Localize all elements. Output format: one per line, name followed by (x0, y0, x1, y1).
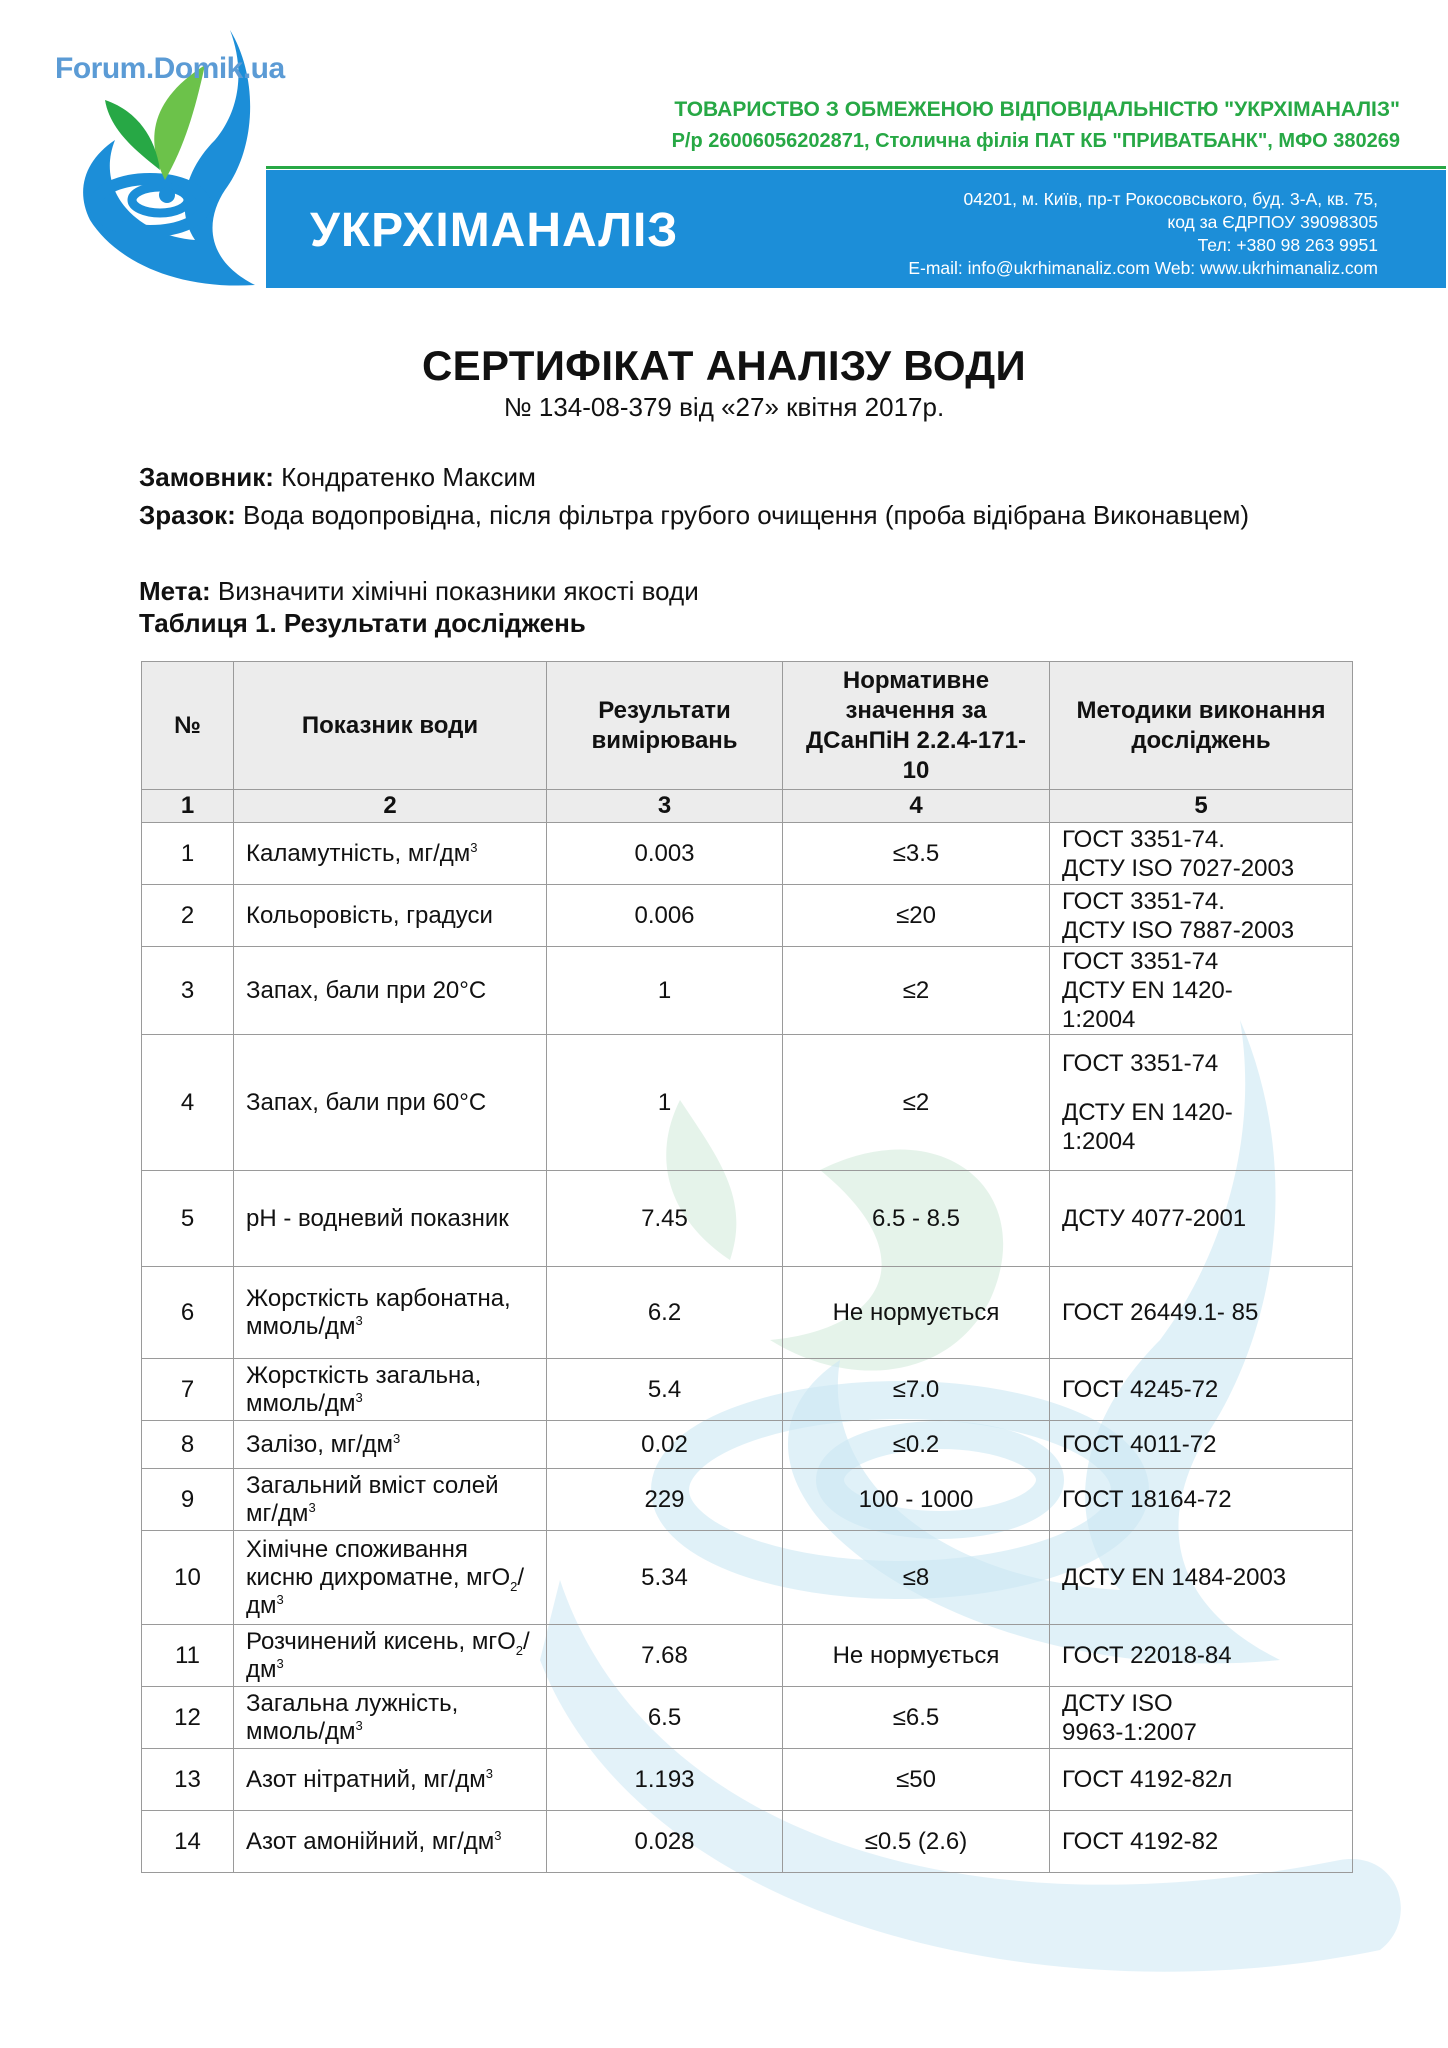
row-number (142, 1749, 234, 1811)
row-number-text: 11 (175, 1641, 200, 1669)
contact-phone: Тел: +380 98 263 9951 (1197, 235, 1378, 255)
sample-label: Зразок: (139, 500, 236, 530)
row-number (142, 1359, 234, 1421)
norm-value-text: ≤6.5 (892, 1703, 940, 1731)
row-number (142, 1035, 234, 1171)
norm-value (783, 885, 1050, 947)
sample-line (139, 496, 1299, 534)
row-number-text: 4 (180, 1088, 195, 1116)
measured-result (547, 885, 783, 947)
measured-result-text: 7.68 (641, 1641, 688, 1669)
indicator-name-suffix: /дм (246, 1563, 525, 1619)
row-number (142, 1811, 234, 1873)
row-number (142, 1531, 234, 1625)
norm-value-text: ≤0.5 (2.6) (864, 1827, 968, 1855)
table-row (142, 1531, 1353, 1625)
norm-value (783, 1531, 1050, 1625)
column-number: 4 (783, 790, 1050, 823)
indicator-name-text: Азот амонійний, мг/дм (246, 1827, 495, 1855)
norm-value-text: Не нормується (832, 1298, 1000, 1326)
indicator-name (234, 1421, 547, 1469)
measured-result-text: 1 (657, 1088, 672, 1116)
method-reference (1050, 1359, 1353, 1421)
norm-value (783, 1749, 1050, 1811)
row-number-text: 10 (174, 1563, 201, 1591)
method-line: ГОСТ 26449.1- 85 (1062, 1299, 1259, 1326)
indicator-name-text: Залізо, мг/дм (246, 1430, 394, 1458)
indicator-name-text: Загальний вміст солей мг/дм (246, 1471, 499, 1527)
row-number (142, 1421, 234, 1469)
table-row (142, 947, 1353, 1035)
measured-result (547, 1267, 783, 1359)
sample-value: Вода водопровідна, після фільтра грубого очищення (проба відібрана Виконавцем) (235, 500, 1250, 530)
indicator-name-text: Жорсткість загальна, ммоль/дм (246, 1361, 482, 1417)
measured-result (547, 1421, 783, 1469)
indicator-name (234, 1359, 547, 1421)
method-reference (1050, 1531, 1353, 1625)
superscript: 3 (276, 1591, 284, 1607)
document-title: СЕРТИФІКАТ АНАЛІЗУ ВОДИ (422, 342, 1026, 389)
header-indicator: Показник води (234, 662, 547, 790)
table-row (142, 1171, 1353, 1267)
header-norm: Нормативне значення за ДСанПіН 2.2.4-171-10 (783, 662, 1050, 790)
row-number-text: 14 (174, 1827, 201, 1855)
measured-result-text: 1.193 (634, 1765, 695, 1793)
method-line: ДСТУ EN 1484-2003 (1062, 1564, 1287, 1591)
method-line: ГОСТ 3351-74 (1062, 948, 1219, 975)
measured-result (547, 1035, 783, 1171)
measured-result-text: 1 (657, 976, 672, 1004)
contact-block (908, 188, 1378, 280)
row-number (142, 1625, 234, 1687)
superscript: 3 (494, 1827, 502, 1843)
row-number (142, 885, 234, 947)
measured-result (547, 947, 783, 1035)
row-number-text: 2 (180, 901, 195, 929)
row-number (142, 1687, 234, 1749)
customer-line (139, 458, 1299, 496)
method-reference (1050, 1811, 1353, 1873)
row-number (142, 1469, 234, 1531)
norm-value (783, 1035, 1050, 1171)
norm-value (783, 823, 1050, 885)
measured-result (547, 1171, 783, 1267)
table-row (142, 1469, 1353, 1531)
method-line: ГОСТ 18164-72 (1062, 1486, 1232, 1513)
method-line: 9963-1:2007 (1062, 1718, 1197, 1746)
method-reference (1050, 823, 1353, 885)
method-reference (1050, 1749, 1353, 1811)
measured-result (547, 1469, 783, 1531)
method-line: ГОСТ 3351-74 (1062, 1050, 1219, 1077)
norm-value-text: ≤8 (902, 1563, 930, 1591)
measured-result-text: 0.006 (634, 901, 695, 929)
measured-result-text: 7.45 (641, 1204, 688, 1232)
indicator-name (234, 1267, 547, 1359)
subscript: 2 (510, 1578, 518, 1594)
norm-value (783, 947, 1050, 1035)
indicator-name (234, 1749, 547, 1811)
norm-value-text: ≤7.0 (892, 1375, 940, 1403)
watermark-text: Forum.Domik.ua (55, 52, 285, 85)
indicator-name-suffix: /дм (246, 1627, 530, 1683)
indicator-name (234, 1035, 547, 1171)
indicator-name-text: Загальна лужність, ммоль/дм (246, 1689, 459, 1745)
measured-result-text: 229 (644, 1485, 685, 1513)
method-reference (1050, 947, 1353, 1035)
measured-result-text: 5.4 (647, 1375, 682, 1403)
norm-value-text: ≤50 (896, 1765, 936, 1793)
measured-result (547, 1811, 783, 1873)
norm-value-text: Не нормується (832, 1641, 1000, 1669)
contact-address: 04201, м. Київ, пр-т Рокосовського, буд. 3-А, кв. 75, (963, 189, 1378, 209)
measured-result-text: 0.02 (641, 1430, 688, 1458)
method-line: ГОСТ 3351-74. (1062, 825, 1225, 853)
customer-label: Замовник: (139, 462, 274, 492)
indicator-name (234, 885, 547, 947)
indicator-name-text: Запах, бали при 60°С (246, 1088, 487, 1116)
method-line: ДСТУ EN 1420- (1062, 977, 1233, 1004)
indicator-name (234, 1531, 547, 1625)
method-reference (1050, 1267, 1353, 1359)
indicator-name (234, 947, 547, 1035)
indicator-name-text: Запах, бали при 20°С (246, 976, 487, 1004)
method-line: ГОСТ 3351-74. (1062, 887, 1225, 915)
row-number (142, 947, 234, 1035)
row-number-text: 6 (180, 1298, 195, 1326)
method-line: ДСТУ ISO (1062, 1689, 1173, 1717)
superscript: 3 (393, 1430, 401, 1446)
column-number: 3 (547, 790, 783, 823)
method-line: ГОСТ 4011-72 (1062, 1431, 1217, 1458)
method-reference (1050, 1035, 1353, 1171)
row-number-text: 7 (180, 1375, 195, 1403)
table-row (142, 1687, 1353, 1749)
contact-registry-code: код за ЄДРПОУ 39098305 (1167, 212, 1378, 232)
row-number (142, 1171, 234, 1267)
method-reference (1050, 885, 1353, 947)
goal-label: Мета: (139, 576, 211, 606)
indicator-name-text: Каламутність, мг/дм (246, 839, 471, 867)
column-number-row (142, 790, 1353, 823)
header-number: № (142, 662, 234, 790)
method-line: ДСТУ 4077-2001 (1062, 1205, 1247, 1232)
indicator-name-text: Хімічне споживання кисню дихроматне, мгО (246, 1535, 511, 1591)
method-reference (1050, 1421, 1353, 1469)
norm-value (783, 1687, 1050, 1749)
measured-result (547, 1749, 783, 1811)
table-row (142, 1811, 1353, 1873)
norm-value (783, 1469, 1050, 1531)
measured-result (547, 1531, 783, 1625)
header-method: Методики виконання досліджень (1050, 662, 1353, 790)
method-reference (1050, 1171, 1353, 1267)
row-number-text: 13 (174, 1765, 201, 1793)
table-row (142, 1421, 1353, 1469)
superscript: 3 (276, 1655, 284, 1671)
column-number: 2 (234, 790, 547, 823)
method-line: ДСТУ ISO 7027-2003 (1062, 854, 1295, 882)
superscript: 3 (308, 1499, 316, 1515)
table-row (142, 885, 1353, 947)
subscript: 2 (515, 1642, 523, 1658)
table-row (142, 1625, 1353, 1687)
method-line: ДСТУ ISO 7887-2003 (1062, 916, 1295, 944)
goal-value: Визначити хімічні показники якості води (210, 576, 699, 606)
method-line: ДСТУ EN 1420- (1062, 1099, 1233, 1126)
indicator-name-text: Азот нітратний, мг/дм (246, 1765, 486, 1793)
indicator-name (234, 1811, 547, 1873)
indicator-name (234, 823, 547, 885)
column-number: 5 (1050, 790, 1353, 823)
indicator-name-text: Розчинений кисень, мгО (246, 1627, 516, 1655)
measured-result-text: 5.34 (641, 1563, 688, 1591)
bank-details: Р/р 26006056202871, Столична філія ПАТ КБ "ПРИВАТБАНК", МФО 380269 (671, 130, 1400, 152)
norm-value-text: ≤2 (902, 1088, 930, 1116)
row-number-text: 3 (180, 976, 195, 1004)
method-reference (1050, 1625, 1353, 1687)
measured-result (547, 1359, 783, 1421)
table-row (142, 1035, 1353, 1171)
column-number: 1 (142, 790, 234, 823)
row-number-text: 12 (174, 1703, 201, 1731)
row-number-text: 5 (180, 1204, 195, 1232)
company-name: ТОВАРИСТВО З ОБМЕЖЕНОЮ ВІДПОВІДАЛЬНІСТЮ "УКРХІМАНАЛІЗ" (674, 98, 1400, 121)
method-reference (1050, 1469, 1353, 1531)
method-line: ГОСТ 4245-72 (1062, 1376, 1219, 1403)
method-reference (1050, 1687, 1353, 1749)
table-row (142, 1267, 1353, 1359)
table-row (142, 1749, 1353, 1811)
goal-line (139, 572, 1299, 610)
measured-result (547, 823, 783, 885)
measured-result-text: 6.2 (647, 1298, 682, 1326)
norm-value-text: ≤3.5 (892, 839, 940, 867)
table-header-row (142, 662, 1353, 790)
norm-value-text: 6.5 - 8.5 (871, 1204, 961, 1232)
table-row (142, 1359, 1353, 1421)
norm-value (783, 1811, 1050, 1873)
row-number (142, 1267, 234, 1359)
method-line: ГОСТ 22018-84 (1062, 1642, 1232, 1669)
superscript: 3 (355, 1312, 363, 1328)
norm-value (783, 1359, 1050, 1421)
measured-result-text: 6.5 (647, 1703, 682, 1731)
document-number-date: № 134-08-379 від «27» квітня 2017р. (503, 392, 945, 422)
row-number (142, 823, 234, 885)
indicator-name-text: Кольоровість, градуси (246, 901, 493, 929)
row-number-text: 1 (180, 839, 195, 867)
norm-value (783, 1625, 1050, 1687)
brand-name: УКРХІМАНАЛІЗ (310, 204, 679, 257)
superscript: 3 (355, 1389, 363, 1405)
method-line: 1:2004 (1062, 1128, 1136, 1155)
method-line (1062, 1078, 1340, 1098)
norm-value (783, 1267, 1050, 1359)
row-number-text: 8 (180, 1430, 195, 1458)
table-row (142, 823, 1353, 885)
method-line: 1:2004 (1062, 1006, 1136, 1033)
contact-email-web: E-mail: info@ukrhimanaliz.com Web: www.ukrhimanaliz.com (908, 258, 1378, 278)
indicator-name-text: рН - водневий показник (246, 1204, 509, 1232)
table-caption: Таблиця 1. Результати досліджень (139, 608, 586, 638)
norm-value-text: ≤20 (896, 901, 936, 929)
method-line: ГОСТ 4192-82л (1062, 1766, 1233, 1793)
indicator-name (234, 1687, 547, 1749)
indicator-name (234, 1625, 547, 1687)
norm-value-text: 100 - 1000 (858, 1485, 974, 1513)
row-number-text: 9 (180, 1485, 195, 1513)
norm-value-text: ≤2 (902, 976, 930, 1004)
header-result: Результати вимірювань (547, 662, 783, 790)
indicator-name-text: Жорсткість карбонатна, ммоль/дм (246, 1284, 511, 1340)
measured-result (547, 1625, 783, 1687)
customer-value: Кондратенко Максим (273, 462, 536, 492)
measured-result-text: 0.003 (634, 839, 695, 867)
superscript: 3 (355, 1717, 363, 1733)
indicator-name (234, 1469, 547, 1531)
method-line: ГОСТ 4192-82 (1062, 1828, 1219, 1855)
superscript: 3 (485, 1765, 494, 1781)
results-table (141, 661, 1353, 1873)
superscript: 3 (470, 839, 478, 855)
norm-value-text: ≤0.2 (892, 1430, 940, 1458)
indicator-name (234, 1171, 547, 1267)
norm-value (783, 1171, 1050, 1267)
measured-result (547, 1687, 783, 1749)
measured-result-text: 0.028 (634, 1827, 695, 1855)
norm-value (783, 1421, 1050, 1469)
header-divider (266, 166, 1446, 169)
